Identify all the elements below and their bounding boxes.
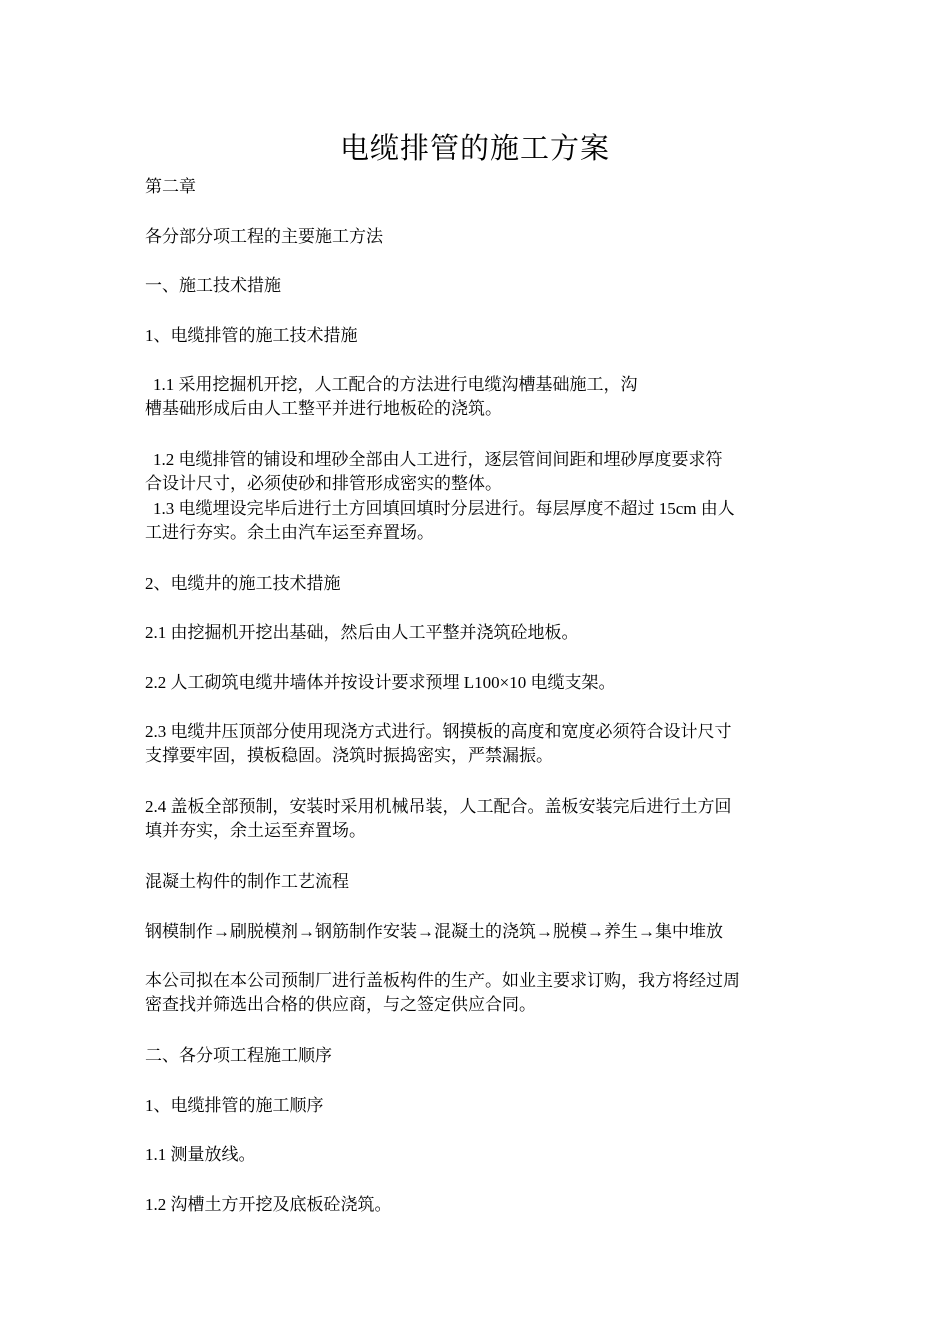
text-line: 本公司拟在本公司预制厂进行盖板构件的生产。如业主要求订购，我方将经过周 — [145, 971, 740, 990]
text-line: 钢模制作→刷脱模剂→钢筋制作安装→混凝土的浇筑→脱模→养生→集中堆放 — [145, 922, 723, 941]
paragraph-item-1-2 — [145, 448, 810, 496]
text-line: 填并夯实，余土运至弃置场。 — [145, 821, 366, 840]
text-line: 2.1 由挖掘机开挖出基础，然后由人工平整并浇筑砼地板。 — [145, 623, 579, 642]
heading-construction-sequence — [145, 1044, 810, 1068]
process-flow — [145, 920, 810, 944]
paragraph-item-2-3 — [145, 720, 810, 768]
heading-concrete-process — [145, 870, 810, 894]
paragraph-item-2-2 — [145, 671, 810, 695]
heading-cable-duct-sequence — [145, 1094, 810, 1118]
text-line: 1.3 电缆埋设完毕后进行土方回填回填时分层进行。每层厚度不超过 15cm 由人 — [153, 499, 735, 518]
heading-cable-well-measures — [145, 572, 810, 596]
document-title: 电缆排管的施工方案 — [339, 133, 610, 165]
heading-construction-measures — [145, 274, 810, 298]
text-line: 槽基础形成后由人工整平并进行地板砼的浇筑。 — [145, 399, 502, 418]
text-line: 各分部分项工程的主要施工方法 — [145, 227, 383, 246]
text-line: 1.2 沟槽土方开挖及底板砼浇筑。 — [145, 1195, 392, 1214]
paragraph-item-1-1 — [145, 373, 810, 421]
text-line: 2.4 盖板全部预制，安装时采用机械吊装，人工配合。盖板安装完后进行土方回 — [145, 797, 732, 816]
section-heading — [145, 225, 810, 249]
text-line: 一、施工技术措施 — [145, 276, 281, 295]
text-line: 1.1 测量放线。 — [145, 1145, 256, 1164]
chapter-label — [145, 175, 810, 199]
text-line: 支撑要牢固，摸板稳固。浇筑时振捣密实，严禁漏振。 — [145, 746, 553, 765]
paragraph-seq-1-1 — [145, 1143, 810, 1167]
paragraph-item-2-4 — [145, 795, 810, 843]
text-line: 混凝土构件的制作工艺流程 — [145, 872, 349, 891]
paragraph-item-2-1 — [145, 621, 810, 645]
text-line: 2、电缆井的施工技术措施 — [145, 574, 341, 593]
heading-cable-duct-measures — [145, 324, 810, 348]
text-line: 二、各分项工程施工顺序 — [145, 1046, 332, 1065]
text-line: 密查找并筛选出合格的供应商，与之签定供应合同。 — [145, 995, 536, 1014]
text-line: 2.3 电缆井压顶部分使用现浇方式进行。钢摸板的高度和宽度必须符合设计尺寸 — [145, 722, 732, 741]
text-line: 1、电缆排管的施工顺序 — [145, 1096, 324, 1115]
text-line: 第二章 — [145, 177, 196, 196]
text-line: 1.2 电缆排管的铺设和埋砂全部由人工进行，逐层管间间距和埋砂厚度要求符 — [153, 450, 723, 469]
text-line: 工进行夯实。余土由汽车运至弃置场。 — [145, 523, 434, 542]
text-line: 合设计尺寸，必须使砂和排管形成密实的整体。 — [145, 474, 502, 493]
paragraph-item-1-3 — [145, 497, 810, 545]
text-line: 1、电缆排管的施工技术措施 — [145, 326, 358, 345]
text-line: 1.1 采用挖掘机开挖，人工配合的方法进行电缆沟槽基础施工，沟 — [153, 375, 638, 394]
paragraph-seq-1-2 — [145, 1193, 810, 1217]
paragraph-company-note — [145, 969, 810, 1017]
text-line: 2.2 人工砌筑电缆井墙体并按设计要求预埋 L100×10 电缆支架。 — [145, 673, 616, 692]
